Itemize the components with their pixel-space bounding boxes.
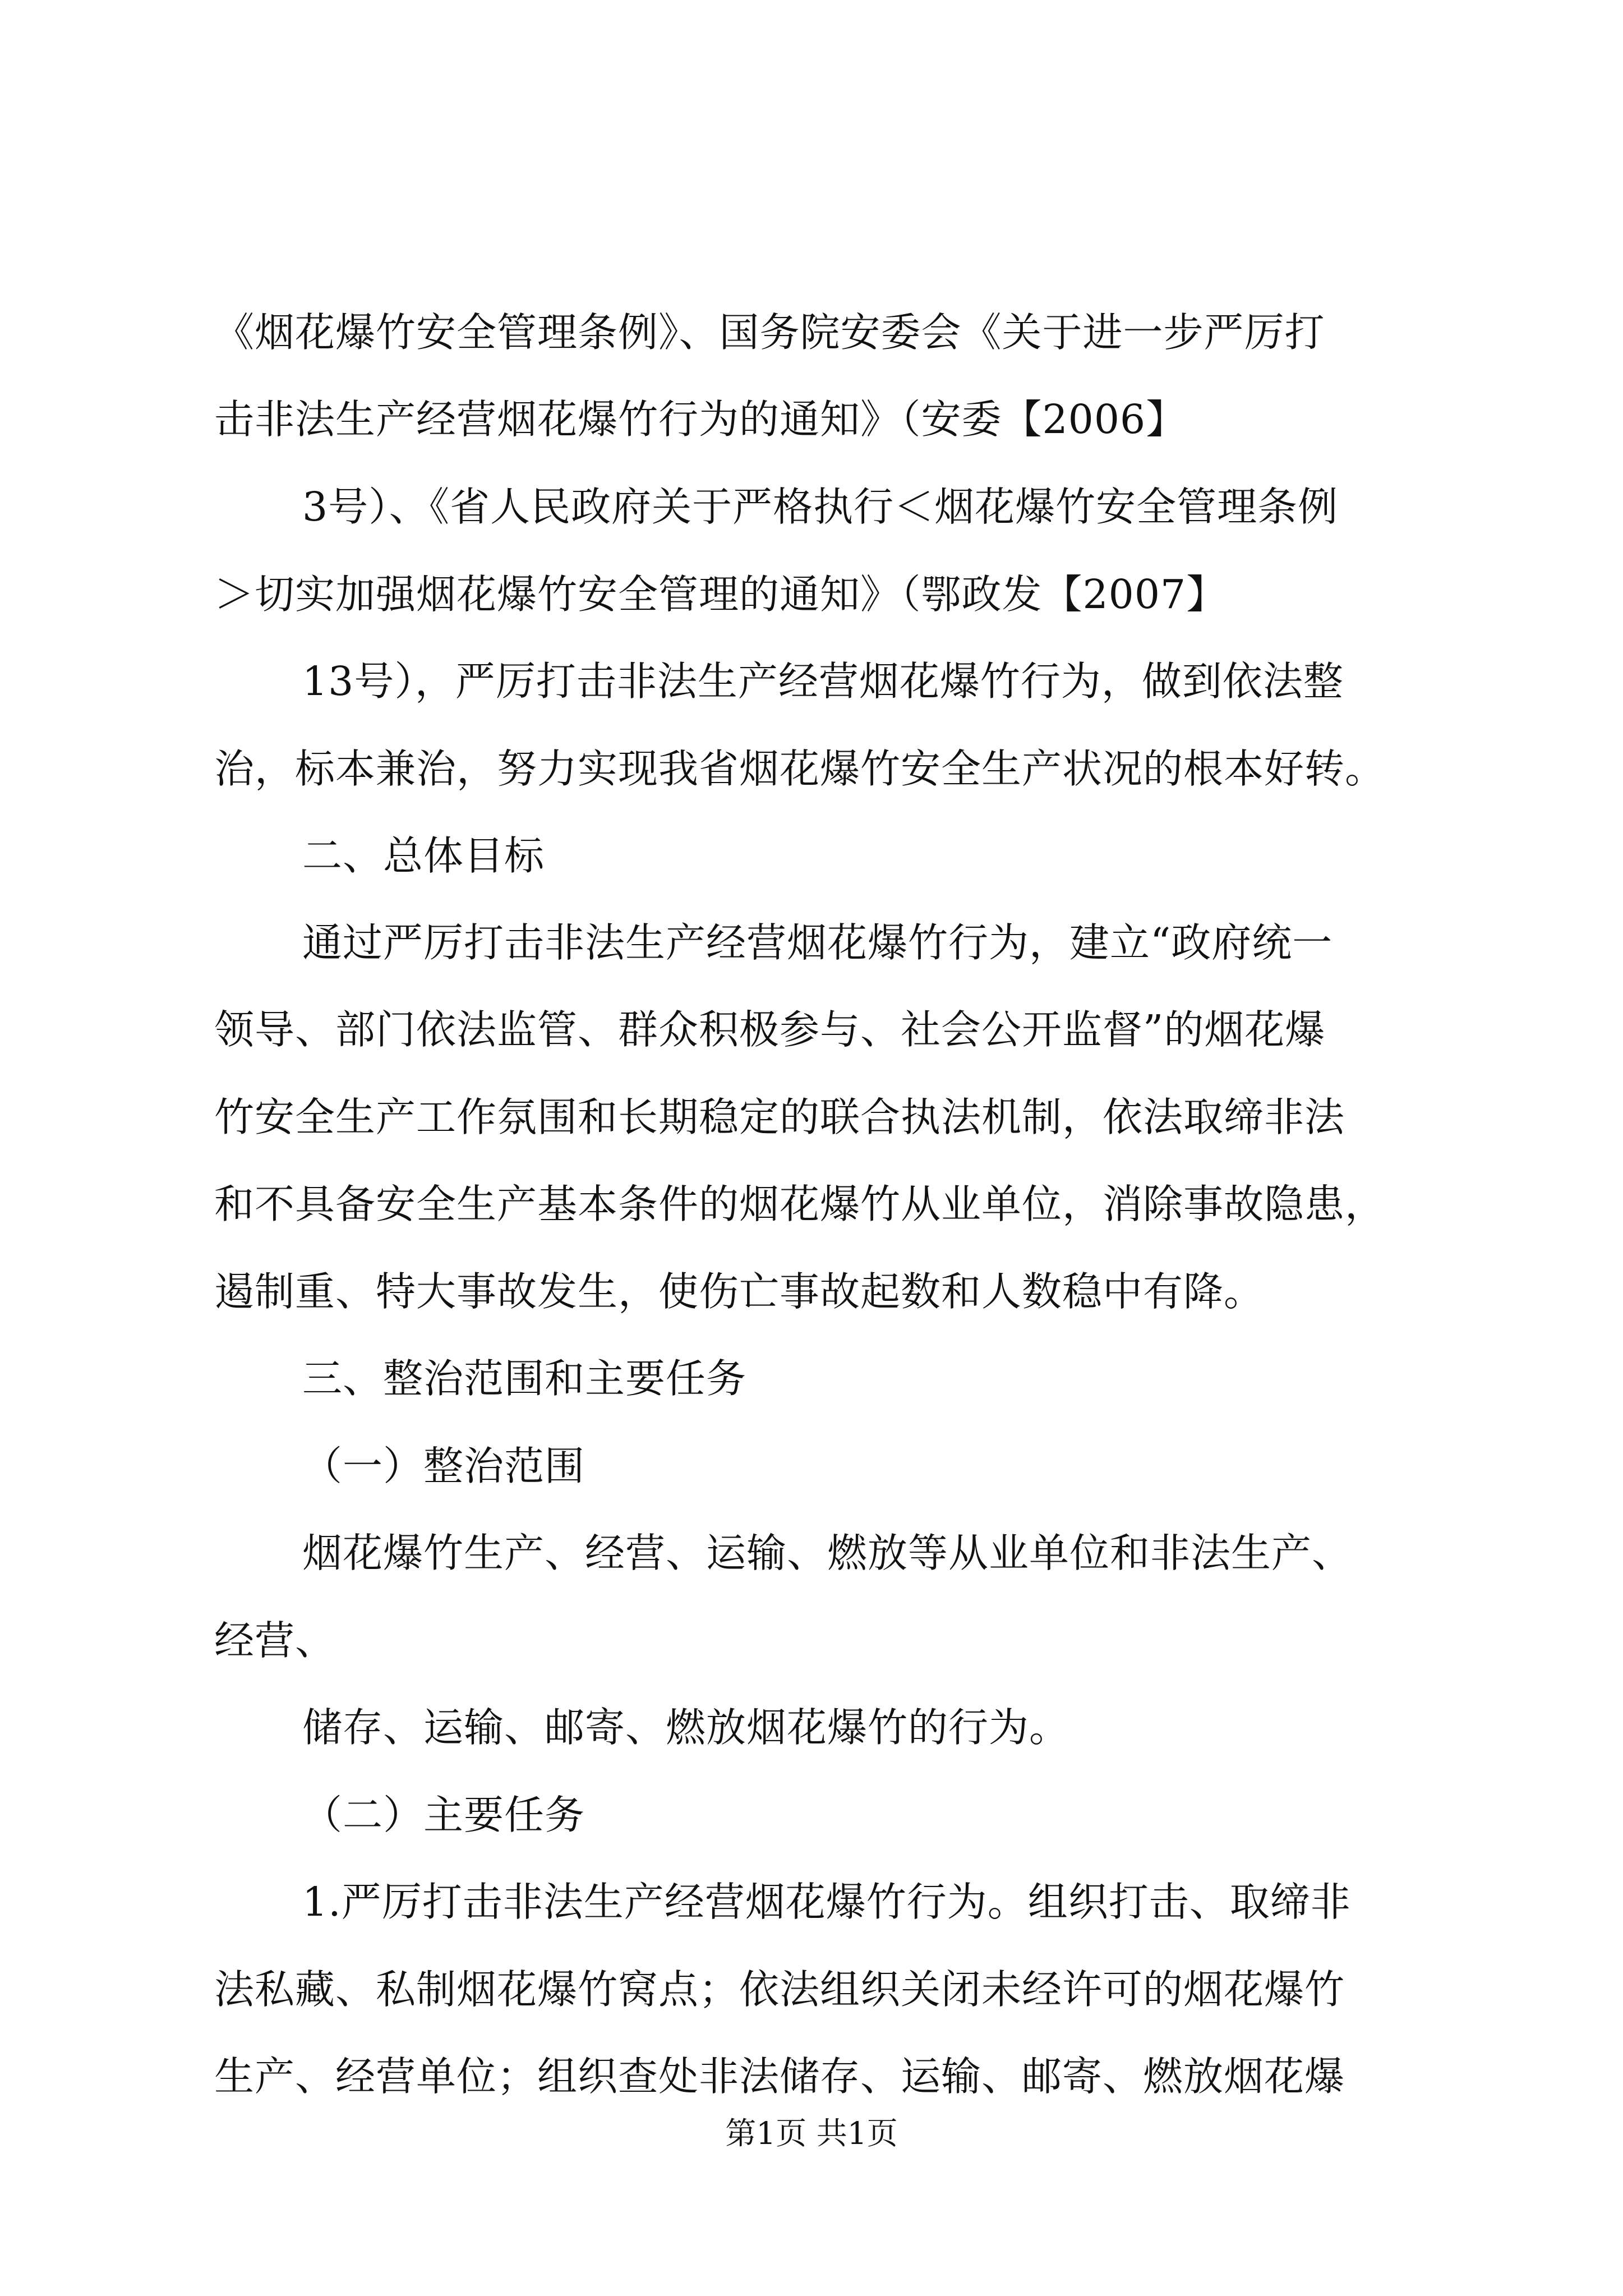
text-line-12: 遏制重、特大事故发生，使伤亡事故起数和人数稳中有降。 [214, 1268, 1265, 1315]
page-footer: 第1页 共1页 [725, 2115, 898, 2151]
text-line-8: 通过严厉打击非法生产经营烟花爆竹行为，建立“政府统一 [302, 919, 1333, 966]
text-line-21: 生产、经营单位；组织查处非法储存、运输、邮寄、燃放烟花爆 [214, 2053, 1345, 2100]
text-line-5: 13号），严厉打击非法生产经营烟花爆竹行为，做到依法整 [302, 658, 1344, 705]
text-line-15: 烟花爆竹生产、经营、运输、燃放等从业单位和非法生产、 [302, 1530, 1353, 1576]
text-line-16: 经营、 [214, 1617, 336, 1664]
text-line-9: 领导、部门依法监管、群众积极参与、社会公开监督”的烟花爆 [214, 1006, 1326, 1053]
subsection-heading-1: （一）整治范围 [302, 1443, 585, 1489]
text-line-17: 储存、运输、邮寄、燃放烟花爆竹的行为。 [302, 1704, 1070, 1751]
text-line-11: 和不具备安全生产基本条件的烟花爆竹从业单位，消除事故隐患， [214, 1181, 1386, 1227]
text-line-6: 治，标本兼治，努力实现我省烟花爆竹安全生产状况的根本好转。 [214, 746, 1386, 792]
text-line-3: 3号）、《省人民政府关于严格执行＜烟花爆竹安全管理条例 [302, 484, 1339, 530]
section-heading-2: 二、总体目标 [302, 832, 545, 879]
text-line-20: 法私藏、私制烟花爆竹窝点；依法组织关闭未经许可的烟花爆竹 [214, 1966, 1345, 2013]
section-heading-3: 三、整治范围和主要任务 [302, 1355, 747, 1402]
text-line-1: 《烟花爆竹安全管理条例》、国务院安委会《关于进一步严厉打 [214, 309, 1325, 356]
text-line-4: ＞切实加强烟花爆竹安全管理的通知》（鄂政发【2007】 [214, 571, 1227, 618]
text-line-19: 1.严厉打击非法生产经营烟花爆竹行为。组织打击、取缔非 [302, 1879, 1351, 1925]
subsection-heading-2: （二）主要任务 [302, 1792, 585, 1838]
text-line-10: 竹安全生产工作氛围和长期稳定的联合执法机制，依法取缔非法 [214, 1094, 1345, 1140]
text-line-2: 击非法生产经营烟花爆竹行为的通知》（安委【2006】 [214, 396, 1187, 443]
